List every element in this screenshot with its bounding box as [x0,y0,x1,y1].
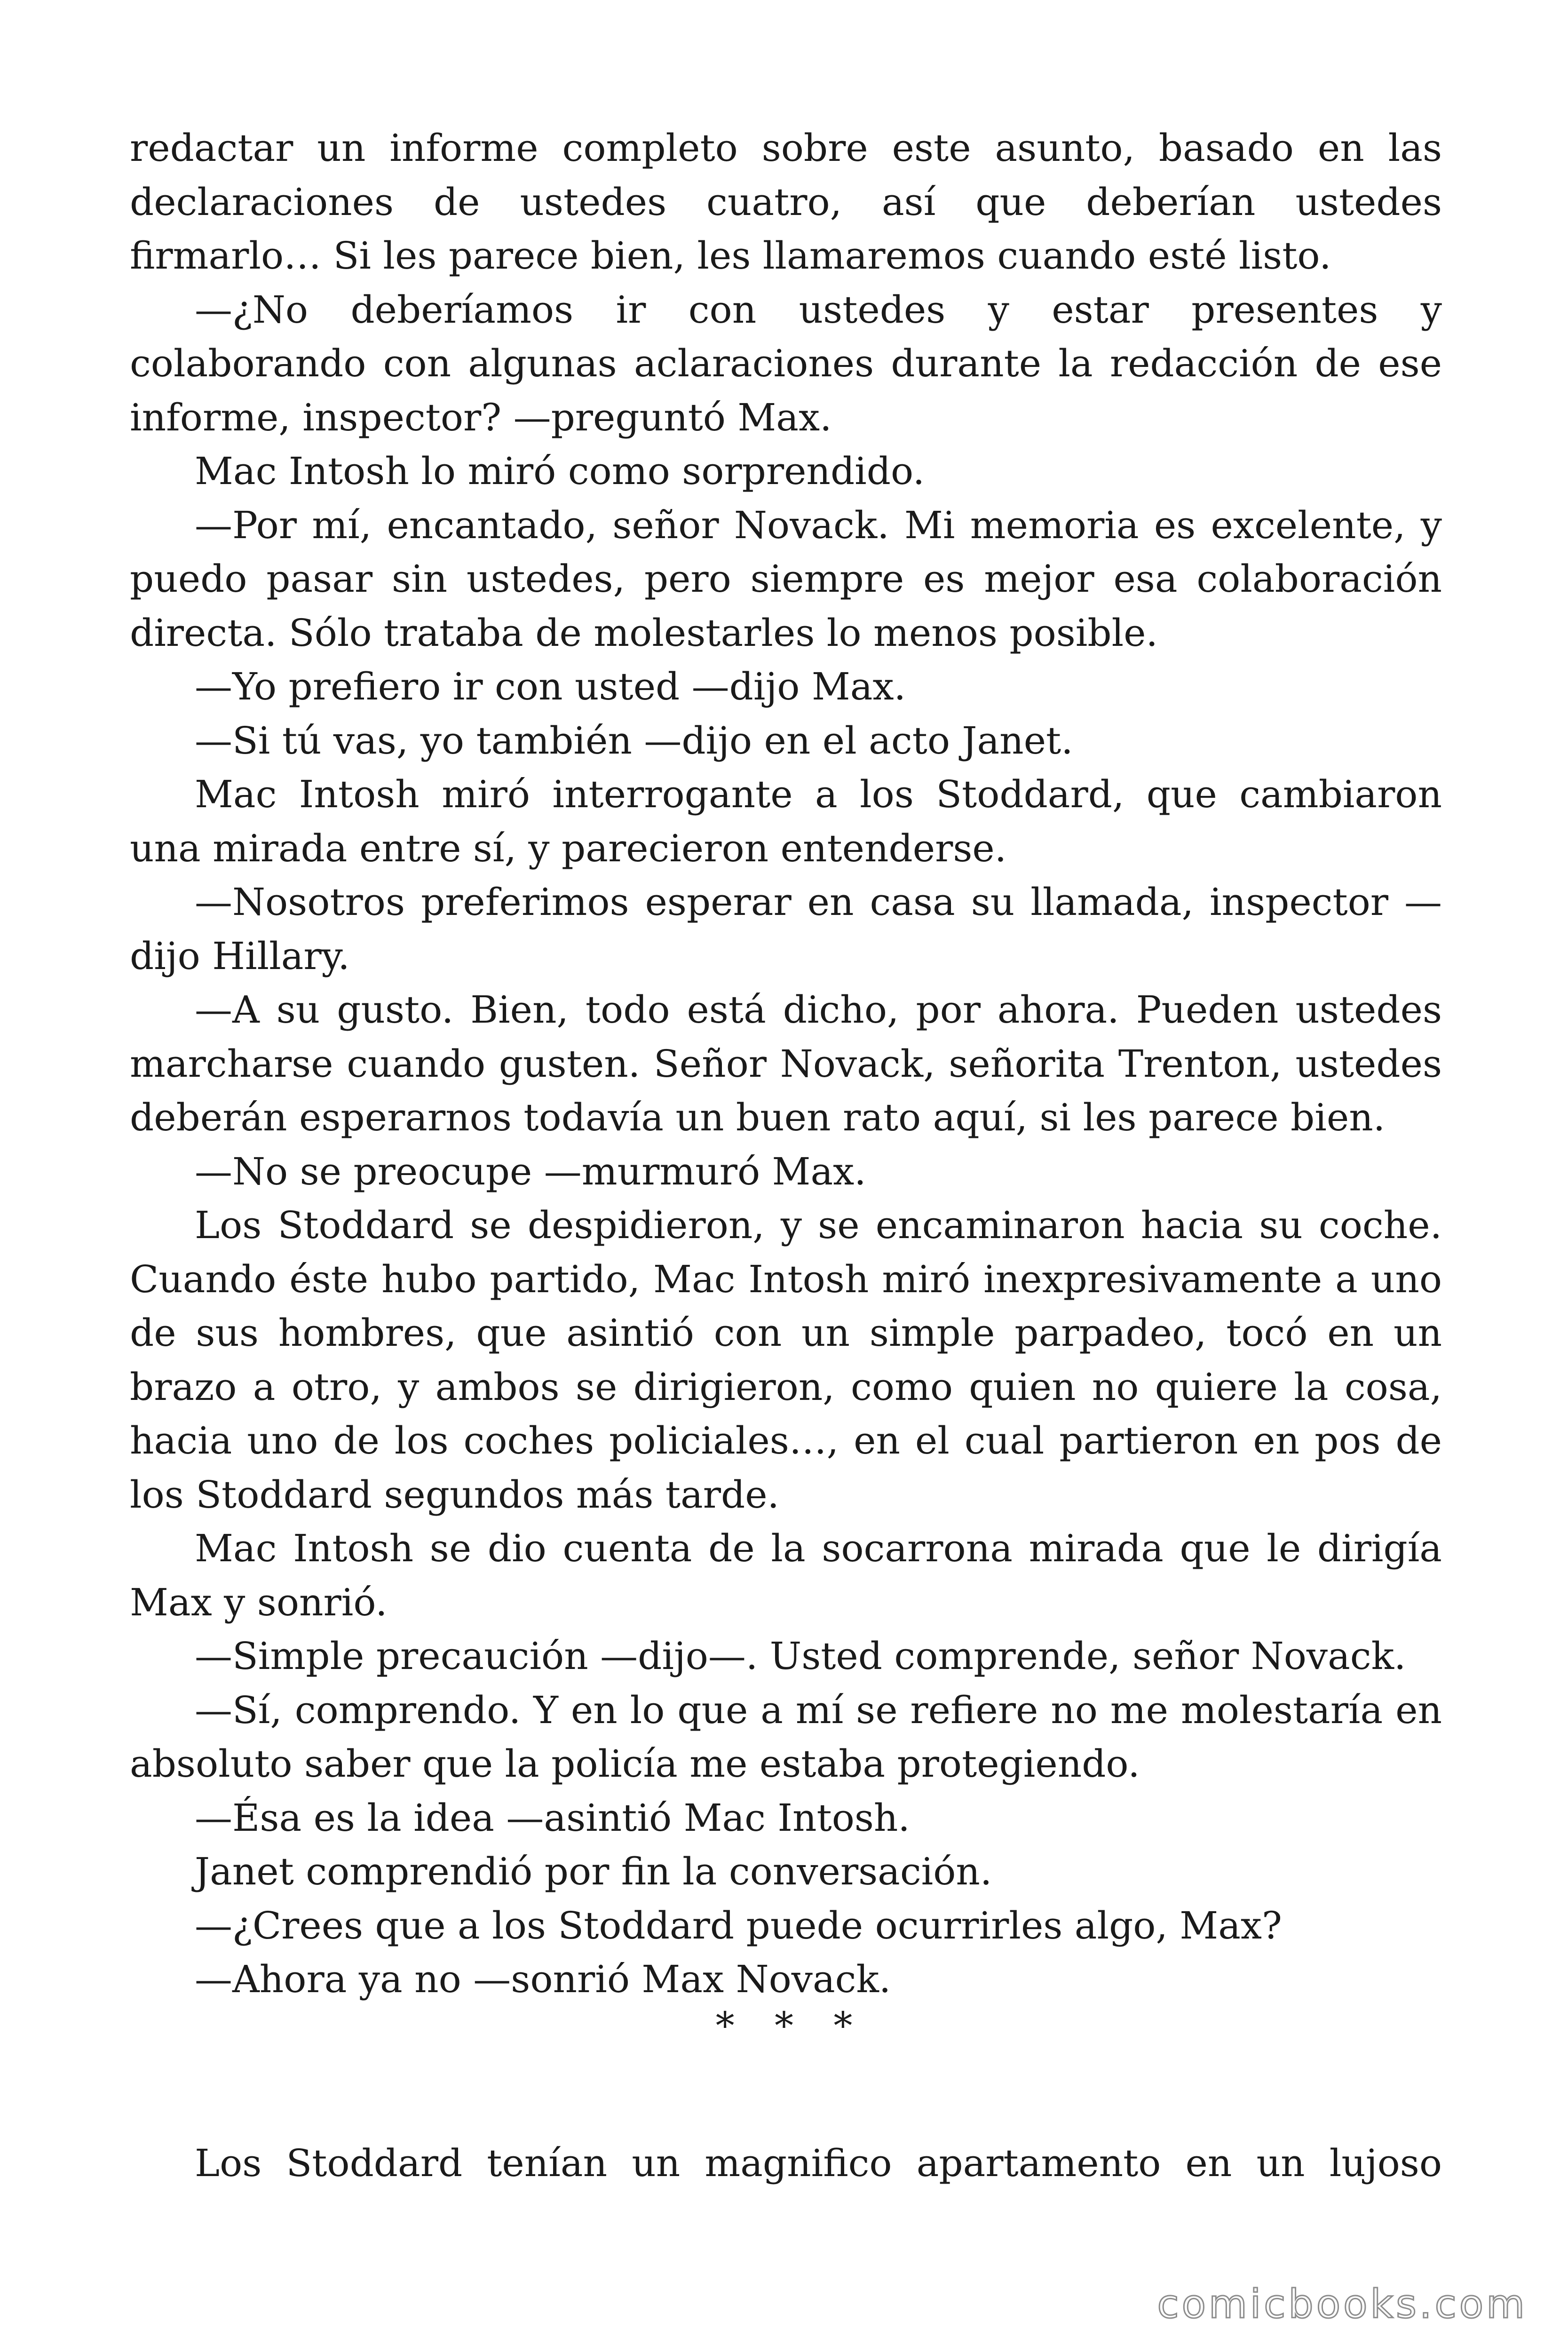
paragraph: —¿Crees que a los Stoddard puede ocurrirles algo, Max? [195,1903,1282,1947]
paragraph: —Simple precaución —dijo—. Usted comprende, señor Novack. [195,1634,1406,1678]
paragraph: Los Stoddard se despidieron, y se encaminaron hacia su coche. Cuando éste hubo partido, Mac Intosh miró inexpresivamente a uno de sus hombres, que asintió con un simple parpadeo, tocó en un brazo a otro, y ambos se dirigieron, como quien no quiere la cosa, hacia uno de los coches policiales…, en el cual partieron en pos de los Stoddard segundos más tarde. [130,1203,1442,1517]
body-text [130,121,1442,2007]
paragraph: —¿No deberíamos ir con ustedes y estar presentes y colaborando con algunas aclaraciones durante la redacción de ese informe, inspector? —preguntó Max. [130,287,1442,439]
paragraph: Mac Intosh lo miró como sorprendido. [195,449,925,493]
paragraph: —Yo prefiero ir con usted —dijo Max. [195,665,906,708]
paragraph: —A su gusto. Bien, todo está dicho, por ahora. Pueden ustedes marcharse cuando gusten. Señor Novack, señorita Trenton, ustedes deberán esperarnos todavía un buen rato aquí, si les parece bien. [130,988,1442,1139]
watermark-logo: comicbooks.com [1157,2281,1528,2327]
paragraph: Mac Intosh miró interrogante a los Stoddard, que cambiaron una mirada entre sí, y parecieron entenderse. [130,772,1442,870]
paragraph: Janet comprendió por fin la conversación. [195,1850,992,1893]
paragraph: —Sí, comprendo. Y en lo que a mí se refiere no me molestaría en absoluto saber que la policía me estaba protegiendo. [130,1688,1442,1786]
paragraph: Los Stoddard tenían un magnifico apartamento en un lujoso [195,2141,1442,2185]
paragraph: —Ésa es la idea —asintió Mac Intosh. [195,1796,910,1840]
scene-separator: * * * [715,2004,867,2048]
paragraph: —Si tú vas, yo también —dijo en el acto Janet. [195,718,1073,763]
paragraph: —Nosotros preferimos esperar en casa su llamada, inspector —dijo Hillary. [130,880,1442,978]
paragraph: —Ahora ya no —sonrió Max Novack. [195,1957,891,2001]
paragraph: redactar un informe completo sobre este asunto, basado en las declaraciones de ustedes cuatro, así que deberían ustedes firmarlo… Si les parece bien, les llamaremos cuando esté listo. [130,126,1442,278]
paragraph: —Por mí, encantado, señor Novack. Mi memoria es excelente, y puedo pasar sin ustedes, pero siempre es mejor esa colaboración directa. Sólo trataba de molestarles lo menos posible. [130,503,1442,655]
paragraph: —No se preocupe —murmuró Max. [195,1149,866,1193]
paragraph: Mac Intosh se dio cuenta de la socarrona mirada que le dirigía Max y sonrió. [130,1526,1442,1624]
